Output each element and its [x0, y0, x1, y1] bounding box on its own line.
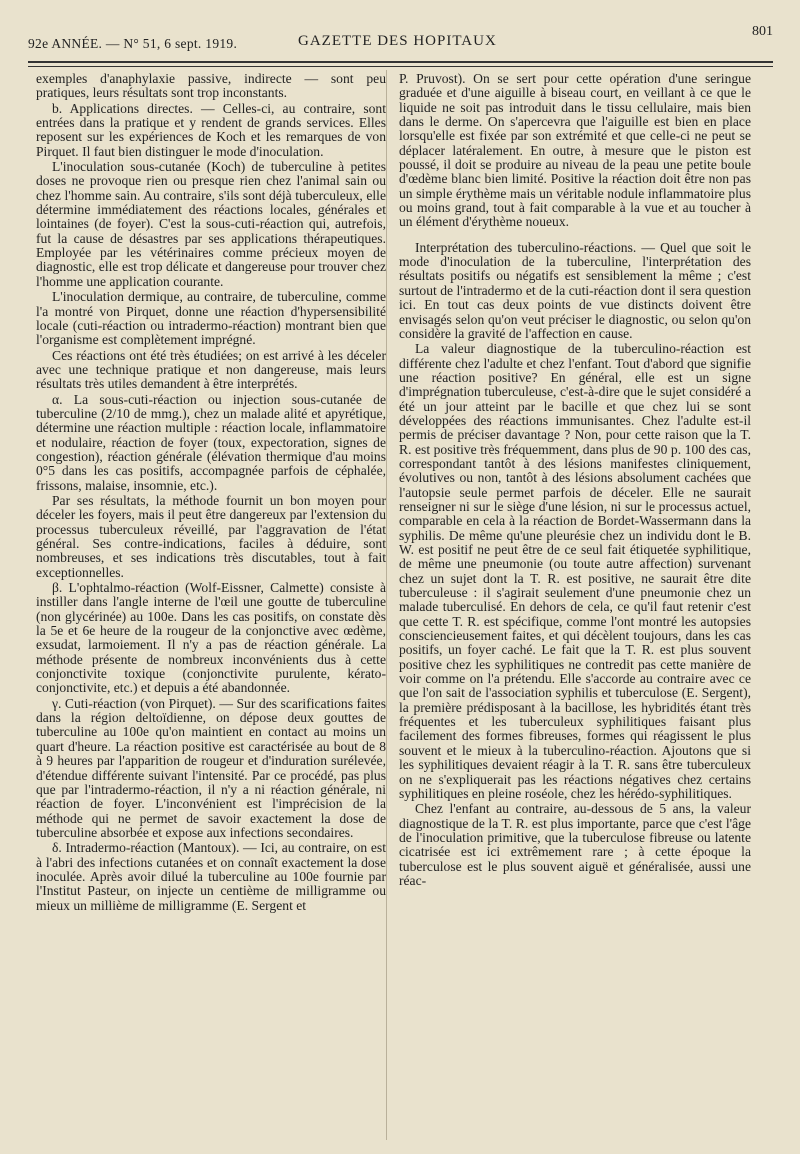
page-header	[28, 24, 773, 60]
right-column	[399, 72, 751, 889]
paragraph: α. La sous-cuti-réaction ou injection sous-cutanée de tuberculine (2/10 de mmg.), chez un malade alité et apyrétique, détermine une réaction multiple : réaction locale, inflammatoire et nodulaire, réaction de foyer (toux, expectoration, signes de congestion), réaction générale (élévation thermique d'au moins 0°5 dans les cas positifs, accompagnée parfois de céphalée, frissons, malaise, insomnie, etc.).	[36, 391, 386, 493]
header-rule	[28, 61, 773, 63]
paragraph: L'inoculation dermique, au contraire, de tuberculine, comme l'a montré von Pirquet, donne une réaction d'hypersensibilité locale (cuti-réaction ou intradermo-réaction) montrant bien que l'organisme est complètement imprégné.	[36, 289, 386, 348]
paragraph: β. L'ophtalmo-réaction (Wolf-Eissner, Calmette) consiste à instiller dans l'angle interne de l'œil une goutte de tuberculine (non glycérinée) au 100e. Dans les cas positifs, on constate dès la 5e et 6e heure de la rougeur de la conjonctive avec œdème, exsudat, larmoiement. Il n'y a pas de réaction générale. La méthode présente de nombreux inconvénients dus à cette conjonctivite toxique (conjonctivite purulente, kérato-conjonctivite, etc.) et depuis a été abandonnée.	[36, 580, 386, 696]
header-rule-thin	[28, 66, 773, 67]
paragraph: La valeur diagnostique de la tuberculino-réaction est différente chez l'adulte et chez l'enfant. Tout d'abord que signifie une réaction positive? En général, elle est un signe d'imprégnation tuberculeuse, c'est-à-dire que le sujet considéré a été un jour atteint par le bacille et que chez lui se sont développées des réactions immunisantes. Chez l'adulte est-il permis de préciser davantage ? Non, pour cette raison que la T. R. est positive très fréquemment, dans plus de 90 p. 100 des cas, correspondant tantôt à des lésions manifestes cliniquement, évolutives ou non, tantôt à des lésions absolument cachées que l'autopsie seule permet parfois de déceler. Elle ne saurait renseigner ni sur le siège d'une lésion, ni sur le processus actuel, comparable en cela à la réaction de Bordet-Wassermann dans la syphilis. De même qu'une pleurésie chez un individu dont le B. W. est positif ne peut être de ce seul fait étiquetée syphilitique, de même une pneumonie (ou toute autre affection) survenant chez un sujet dont la T. R. est positive, ne saurait être dite tuberculeuse : il s'agirait seulement d'une pneumonie chez un malade tuberculisé. En dehors de cela, ce qu'il faut retenir c'est que cette T. R. est spécifique, comme l'ont montré les autopsies consciencieusement faites, et qui décèlent toujours, dans les cas positifs, un foyer caché. Le fait que la T. R. est plus souvent positive chez les syphilitiques ne contredit pas cette manière de voir comme on l'a prétendu. Elle s'accorde au contraire avec ce que l'on sait de l'association syphilis et tuberculose (E. Sergent), la première prédisposant à la bacillose, les hybridités étant très fréquentes et les tuberculeux syphilitiques faisant plus facilement des formes fibreuses, formes qui réagissent le plus souvent et le mieux à la tuberculino-réaction. Ajoutons que si les syphilitiques devaient réagir à la T. R. sans être tuberculeux on ne s'expliquerait pas les réactions négatives chez certains syphilitiques en pleine roséole, chez les hérédo-syphilitiques.	[399, 341, 751, 801]
paragraph: δ. Intradermo-réaction (Mantoux). — Ici, au contraire, on est à l'abri des infections cutanées et on connaît exactement la dose inoculée. Après avoir dilué la tuberculine au 100e fournie par l'Institut Pasteur, on injecte un centième de milligramme ou mieux un millième de milligramme (E. Sergent et	[36, 840, 386, 913]
column-divider	[386, 70, 387, 1140]
section-heading-paragraph: Interprétation des tuberculino-réactions. — Quel que soit le mode d'inoculation de la tuberculine, l'interprétation des résultats positifs ou négatifs est sensiblement la même ; c'est surtout de l'intradermo et de la cuti-réaction dont il sera question ici. En tout cas deux points de vue distincts doivent être envisagés selon qu'on veut préciser le diagnostic, ou selon qu'on considère la gravité de l'affection en cause.	[399, 239, 751, 341]
page-number: 801	[752, 24, 773, 39]
left-column	[36, 72, 386, 914]
paragraph: Ces réactions ont été très étudiées; on est arrivé à les déceler avec une technique pratique et non dangereuse, mais leurs résultats très utiles demandent à être interprétés.	[36, 347, 386, 392]
journal-title: GAZETTE DES HOPITAUX	[298, 33, 497, 49]
issue-info: 92e ANNÉE. — N° 51, 6 sept. 1919.	[28, 36, 238, 51]
paragraph: b. Applications directes. — Celles-ci, au contraire, sont entrées dans la pratique et y rendent de grands services. Elles reposent sur les expériences de Koch et les remarques de von Pirquet. Il faut bien distinguer le mode d'inoculation.	[36, 100, 386, 159]
paragraph: γ. Cuti-réaction (von Pirquet). — Sur des scarifications faites dans la région deltoïdienne, on dépose deux gouttes de tuberculine au 100e qu'on maintient en contact au moins un quart d'heure. La réaction positive est caractérisée au bout de 8 à 9 heures par l'apparition de rougeur et d'induration surélevée, d'étendue différente suivant l'intensité. Par ce procédé, pas plus que par l'intradermo-réaction, il n'y a ni réaction générale, ni réaction de foyer. L'inconvénient est l'imprécision de la méthode qui ne permet de savoir exactement la dose de tuberculine absorbée et expose aux infections secondaires.	[36, 695, 386, 840]
paragraph: Chez l'enfant au contraire, au-dessous de 5 ans, la valeur diagnostique de la T. R. est plus importante, parce que c'est l'âge de l'inoculation primitive, que la tuberculose fibreuse ou latente cicatrisée est ici extrêmement rare ; à cette époque la tuberculose est le plus souvent aiguë et généralisée, aussi une réac-	[399, 801, 751, 888]
paragraph: exemples d'anaphylaxie passive, indirecte — sont peu pratiques, leurs résultats sont trop inconstants.	[36, 71, 386, 101]
paragraph: L'inoculation sous-cutanée (Koch) de tuberculine à petites doses ne provoque rien ou presque rien chez l'animal sain ou chez l'homme sain. Au contraire, s'ils sont déjà tuberculeux, elle détermine immédiatement des réactions locales, générales et lointaines (de foyer). C'est la sous-cuti-réaction qui, autrefois, fut la cause de désastres par ses applications thérapeutiques. Employée par les vétérinaires comme précieux moyen de diagnostic, elle est trop délicate et dangereuse pour trouver chez l'homme une application courante.	[36, 159, 386, 289]
paragraph: Par ses résultats, la méthode fournit un bon moyen pour déceler les foyers, mais il peut être dangereux par l'extension du processus tuberculeux réveillé, par l'aggravation de l'état général. Ses contre-indications, faciles à déduire, sont nombreuses, et ses indications très discutables, tout à fait exceptionnelles.	[36, 492, 386, 580]
paragraph: P. Pruvost). On se sert pour cette opération d'une seringue graduée et d'une aiguille à biseau court, en veillant à ce que le liquide ne soit pas introduit dans le tissu cellulaire, mais bien dans le derme. On s'apercevra que l'aiguille est bien en place lorsqu'elle est fixée par son extrémité et que celle-ci ne peut se déplacer latéralement. En outre, à mesure que le piston est poussé, il doit se produire au niveau de la peau une petite boule d'œdème blanc bien limité. Positive la réaction doit être non pas un simple érythème mais un véritable nodule inflammatoire plus ou moins grand, tout à fait comparable à la vue et au toucher à un élément d'érythème noueux.	[399, 71, 751, 230]
